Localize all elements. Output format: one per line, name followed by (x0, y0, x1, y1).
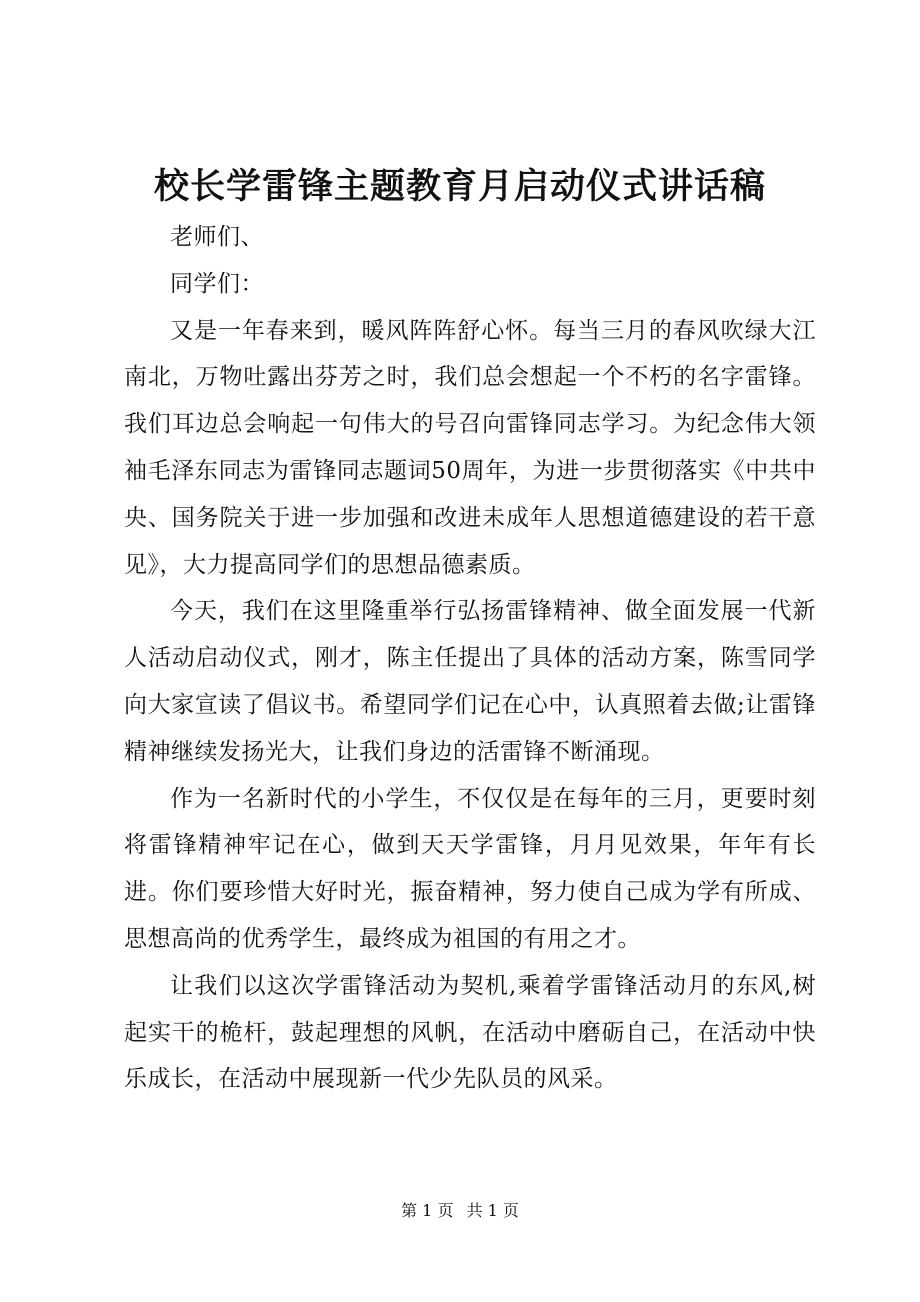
paragraph: 又是一年春来到，暖风阵阵舒心怀。每当三月的春风吹绿大江南北，万物吐露出芬芳之时，我们总会想起一个不朽的名字雷锋。我们耳边总会响起一句伟大的号召向雷锋同志学习。为纪念伟大领袖毛泽东同志为雷锋同志题词50周年，为进一步贯彻落实《中共中央、国务院关于进一步加强和改进未成年人思想道德建设的若干意见》，大力提高同学们的思想品德素质。 (124, 317, 816, 578)
page-total: 共 1 页 (466, 1201, 519, 1220)
salutation-teachers: 老师们、 (170, 224, 264, 250)
page-footer (0, 1200, 920, 1222)
paragraph: 今天，我们在这里隆重举行弘扬雷锋精神、做全面发展一代新人活动启动仪式，刚才，陈主任提出了具体的活动方案，陈雪同学向大家宣读了倡议书。希望同学们记在心中，认真照着去做;让雷锋精神继续发扬光大，让我们身边的活雷锋不断涌现。 (124, 598, 816, 765)
paragraph: 作为一名新时代的小学生，不仅仅是在每年的三月，更要时刻将雷锋精神牢记在心，做到天天学雷锋，月月见效果，年年有长进。你们要珍惜大好时光，振奋精神，努力使自己成为学有所成、思想高尚的优秀学生，最终成为祖国的有用之才。 (124, 785, 816, 952)
document-body (124, 214, 816, 1103)
salutation-students: 同学们： (170, 270, 264, 297)
page-number: 第 1 页 (401, 1201, 454, 1220)
paragraph: 让我们以这次学雷锋活动为契机,乘着学雷锋活动月的东风,树起实干的桅杆，鼓起理想的风帆，在活动中磨砺自己，在活动中快乐成长，在活动中展现新一代少先队员的风采。 (124, 972, 816, 1093)
page-title: 校长学雷锋主题教育月启动仪式讲话稿 (153, 166, 766, 207)
